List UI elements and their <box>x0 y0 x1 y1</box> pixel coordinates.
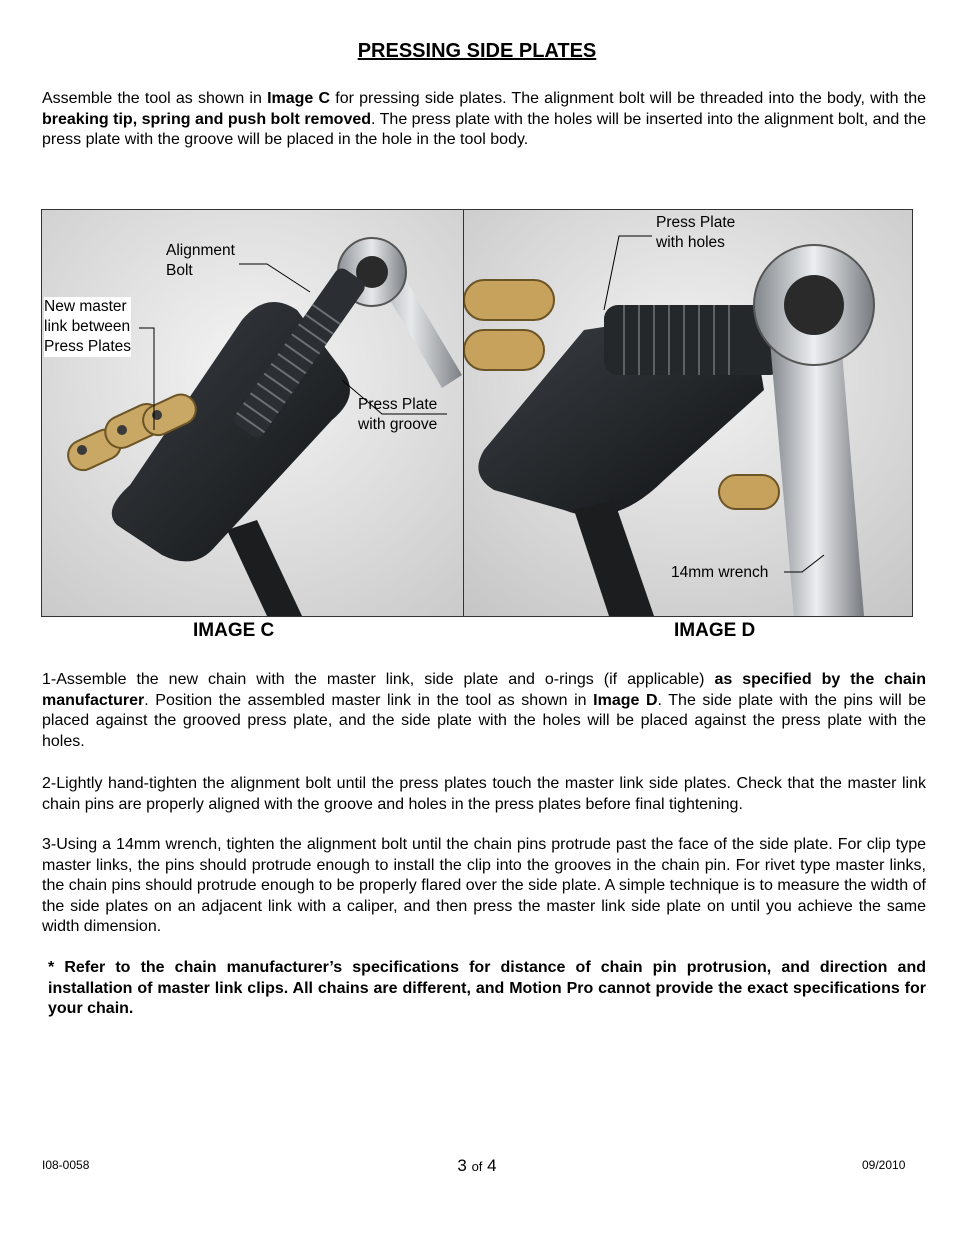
caption-image-c: IMAGE C <box>193 620 275 641</box>
caption-image-d: IMAGE D <box>674 620 756 641</box>
label-press-plate-holes: Press Plate with holes <box>656 214 736 251</box>
label-alignment-bolt: Alignment Bolt <box>166 242 235 279</box>
step-3-paragraph: 3-Using a 14mm wrench, tighten the alignment bolt until the chain pins protrude past the face of the side plate. For clip type master links, the pins should protrude enough to install the clip into the grooves in the chain pin. For rivet type master links, the chain pins should protrude enough to be properly flared over the side plate. A simple technique is to measure the width of the side plates on an adjacent link with a caliper, and then press the master link side plate on until you achieve the same width dimension. <box>42 836 926 936</box>
footer-page-number: 3 of 4 <box>457 1156 497 1175</box>
warning-note: * Refer to the chain manufacturer’s specifications for distance of chain pin protrusion, and direction and installation of master link clips. All chains are different, and Motion Pro cannot provide the exact specifications for your chain. <box>48 959 926 1018</box>
label-press-plate-groove: Press Plate with groove <box>358 396 438 433</box>
image-d-photo <box>464 210 912 616</box>
step-2-paragraph: 2-Lightly hand-tighten the alignment bolt until the press plates touch the master link side plates. Check that the master link chain pins are properly aligned with the groove and holes in the press plates before final tightening. <box>42 775 926 813</box>
label-14mm-wrench: 14mm wrench <box>671 564 769 581</box>
figure-images <box>41 209 913 617</box>
footer-doc-id: I08-0058 <box>42 1158 90 1172</box>
step-1-paragraph: 1-Assemble the new chain with the master link, side plate and o-rings (if applicable) as specified by the chain manufacturer. Position the assembled master link in the tool as shown in Image D. The side plate with the pins will be placed against the grooved press plate, and the side plate with the holes will be placed against the press plate with the holes. <box>42 671 926 750</box>
intro-paragraph: Assemble the tool as shown in Image C for pressing side plates. The alignment bolt will be threaded into the body, with the breaking tip, spring and push bolt removed. The press plate with the holes will be inserted into the alignment bolt, and the press plate with the groove will be placed in the hole in the tool body. <box>42 90 927 149</box>
label-new-master-link: New master link between Press Plates <box>44 298 132 355</box>
footer-date: 09/2010 <box>862 1158 906 1172</box>
page-title: PRESSING SIDE PLATES <box>357 40 597 62</box>
